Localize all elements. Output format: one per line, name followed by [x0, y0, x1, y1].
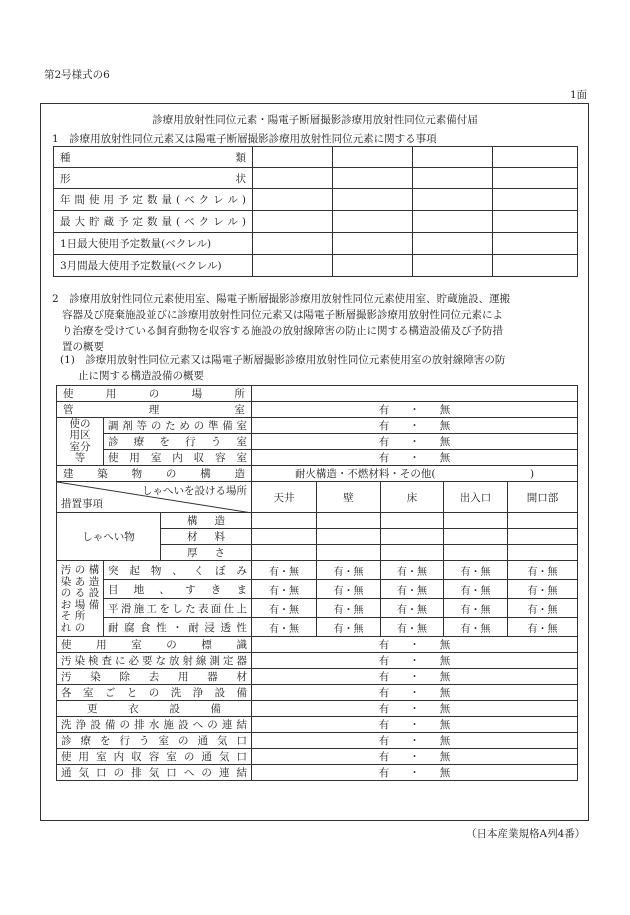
place-label: 使用の場所: [57, 386, 252, 402]
building-value[interactable]: 耐火構造・不燃材料・その他( ): [252, 466, 578, 482]
row-label-3month-max: 3月間最大使用予定数量(ベクレル): [54, 255, 253, 277]
simple-row-label: 更衣設備: [57, 701, 252, 717]
col-floor: 床: [381, 482, 444, 513]
row-label-max-storage: 最大貯蔵予定数量(ベクレル): [54, 211, 253, 233]
simple-row-label: 各室ごとの洗浄設備: [57, 685, 252, 701]
use-room-label: 診療を行う室: [104, 434, 252, 450]
section1-heading: 1 診療用放射性同位元素又は陽電子断層撮影診療用放射性同位元素に関する事項: [52, 133, 437, 145]
col-entrance: 出入口: [444, 482, 508, 513]
contam-row-label: 突起物、くぼみ: [104, 561, 252, 580]
section2-sub1: (1) 診療用放射性同位元素又は陽電子断層撮影診療用放射性同位元素使用室の放射線障害の防 止に関する構造設備の概要: [60, 354, 506, 382]
use-room-umu[interactable]: 有 ・ 無: [252, 450, 578, 466]
row-label-daily-max: 1日最大使用予定数量(ベクレル): [54, 233, 253, 255]
contamination-group-label: 汚 染 の お そ れ の あ る 場 所 の 構 造 設 備: [57, 561, 104, 637]
shield-label: しゃへい物: [57, 513, 161, 561]
contam-row-label: 耐腐食性・耐浸透性: [104, 618, 252, 637]
section2-heading: 2 診療用放射性同位元素使用室、陽電子断層撮影診療用放射性同位元素使用室、貯蔵施設、運搬 容器及び廃棄施設並びに診療用放射性同位元素又は陽電子断層撮影診療用放射性同位元素によ り治療を受けている飼育動物を収容する施設の放射線障害の防止に関する構造設備及び予防措 置の概要: [52, 293, 511, 353]
kanri-label: 管理室: [57, 402, 252, 418]
use-room-label: 使用室内収容室: [104, 450, 252, 466]
use-room-group-label: 使の 用区 室分 等: [57, 418, 104, 466]
diagonal-header: しゃへいを設ける場所 措置事項: [57, 482, 252, 513]
contam-row-label: 目地、すきま: [104, 580, 252, 599]
shield-row-label: 構造: [161, 513, 252, 529]
row-label-annual: 年間使用予定数量(ベクレル): [54, 189, 253, 211]
col-opening: 開口部: [508, 482, 578, 513]
contam-row-label: 平滑施工をした表面仕上: [104, 599, 252, 618]
form-title: 診療用放射性同位元素・陽電子断層撮影診療用放射性同位元素備付届: [152, 114, 478, 126]
simple-row-label: 使用室の標識: [57, 637, 252, 653]
shield-row-label: 材料: [161, 529, 252, 545]
isotope-table: [53, 146, 578, 277]
use-room-label: 調剤等のための準備室: [104, 418, 252, 434]
simple-row-label: 使用室内収容室の通気口: [57, 749, 252, 765]
simple-row-label: 汚染除去用器材: [57, 669, 252, 685]
simple-row-label: 洗浄設備の排水施設への連結: [57, 717, 252, 733]
simple-row-label: 汚染検査に必要な放射線測定器: [57, 653, 252, 669]
kanri-umu[interactable]: 有 ・ 無: [252, 402, 578, 418]
use-room-umu[interactable]: 有 ・ 無: [252, 434, 578, 450]
cell[interactable]: [253, 147, 333, 168]
footer-note: （日本産業規格A列4番）: [466, 828, 586, 840]
simple-row-label: 診療を行う室の通気口: [57, 733, 252, 749]
structure-table: 使用の場所 管理室 有 ・ 無 使の 用区 室分 等 調剤等のための準備室 有 ・ 無 診療を行う室 有 ・ 無 使用室内収容室 有 ・ 無 建築物の構造 耐火構造・不燃材料・その他( ) しゃへいを設ける場所 措置事項 天井 壁 床 出入口 開口部 しゃへい物 構造 材料 厚さ 汚 染 の お そ れ の あ る 場 所 の 構 造 設 備 突起物、くぼみ 有・無 有・無 有・無 有・無 有・無 目地、すきま 有・無 有・無 有・無 有・無 有・無 平滑施工をした表面仕上 有・無 有・無 有・無 有・無 有・無 耐腐食性・耐浸透性 有・無 有・無 有・無 有・無 有・無 使用室の標識 有 ・ 無 汚染検査に必要な放射線測定器 有 ・ 無 汚染除去用器材 有 ・ 無 各室ごとの洗浄設備 有 ・ 無 更衣設備 有 ・ 無 洗浄設備の排水施設への連結 有 ・ 無 診療を行う室の通気口 有 ・ 無 使用室内収容室の通気口 有 ・ 無 通気口の排気口への連結 有 ・ 無: [56, 385, 578, 781]
simple-row-label: 通気口の排気口への連結: [57, 765, 252, 781]
page-label: 1面: [570, 89, 588, 101]
row-label-shape: 形状: [54, 168, 253, 189]
building-label: 建築物の構造: [57, 466, 252, 482]
col-wall: 壁: [317, 482, 381, 513]
row-label-kind: 種類: [54, 147, 253, 168]
shield-row-label: 厚さ: [161, 545, 252, 561]
col-ceiling: 天井: [252, 482, 317, 513]
form-id: 第2号様式の6: [44, 69, 110, 81]
place-value[interactable]: [252, 386, 578, 402]
use-room-umu[interactable]: 有 ・ 無: [252, 418, 578, 434]
